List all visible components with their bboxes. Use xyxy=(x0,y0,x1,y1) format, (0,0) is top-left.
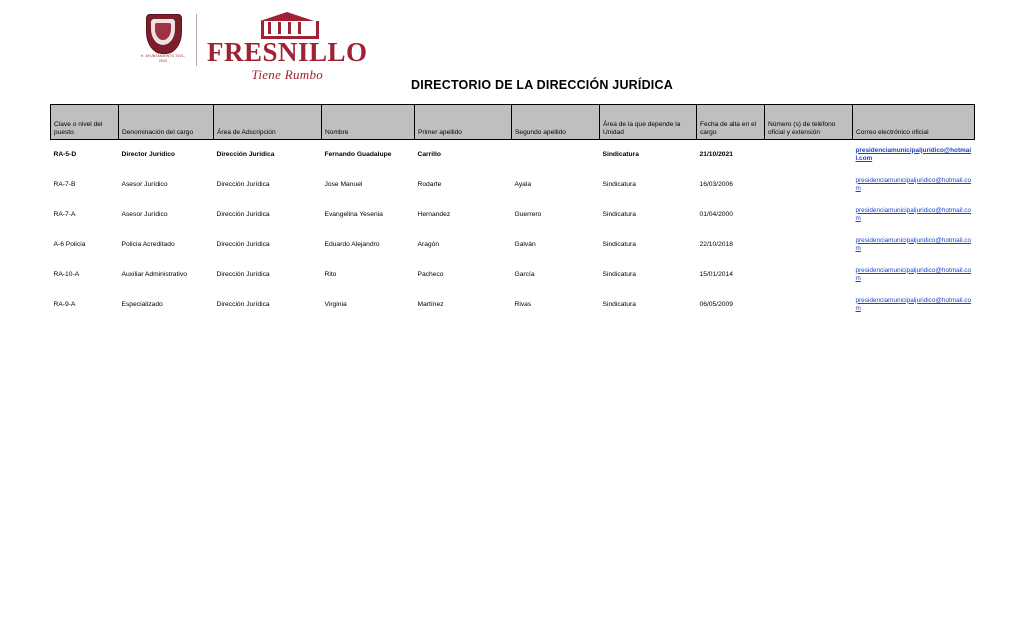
table-row xyxy=(51,200,975,230)
cell-cargo: Asesor Jurídico xyxy=(121,180,168,188)
building-icon xyxy=(256,12,318,38)
cell-adscripcion: Dirección Jurídica xyxy=(216,150,275,158)
column-header-correo: Correo electrónico oficial xyxy=(853,105,975,140)
cell-dependencia: Sindicatura xyxy=(602,300,636,308)
column-header-nombre: Nombre xyxy=(322,105,415,140)
email-link[interactable]: presidenciamunicipaljuridico@hotmail.com xyxy=(855,146,972,162)
cell-fecha-alta: 16/03/2006 xyxy=(699,180,733,188)
cell-fecha-alta: 06/05/2009 xyxy=(699,300,733,308)
cell-correo xyxy=(853,140,975,171)
column-header-primer-apellido: Primer apellido xyxy=(415,105,512,140)
cell-telefono xyxy=(765,200,853,230)
cell-dependencia: Sindicatura xyxy=(602,240,636,248)
column-header-cargo: Denominación del cargo xyxy=(119,105,214,140)
table-row xyxy=(51,260,975,290)
cell-nombre: Fernando Guadalupe xyxy=(324,150,392,158)
cell-primer-apellido: Pacheco xyxy=(417,270,444,278)
coat-of-arms-icon xyxy=(140,12,186,66)
page-title: DIRECTORIO DE LA DIRECCIÓN JURÍDICA xyxy=(411,78,673,92)
cell-clave: RA-10-A xyxy=(53,270,80,278)
cell-clave: RA-7-A xyxy=(53,210,76,218)
table-row xyxy=(51,230,975,260)
cell-segundo-apellido: Rivas xyxy=(514,300,532,308)
cell-telefono xyxy=(765,290,853,320)
cell-primer-apellido: Aragón xyxy=(417,240,440,248)
cell-nombre: Jose Manuel xyxy=(324,180,363,188)
cell-dependencia: Sindicatura xyxy=(602,210,636,218)
email-link[interactable]: presidenciamunicipaljuridico@hotmail.com xyxy=(855,176,972,192)
cell-primer-apellido: Hernandez xyxy=(417,210,451,218)
cell-adscripcion: Dirección Jurídica xyxy=(216,300,270,308)
column-header-dependencia: Área de la que depende la Unidad xyxy=(600,105,697,140)
table-header-row xyxy=(51,105,975,140)
cell-primer-apellido: Martínez xyxy=(417,300,444,308)
cell-segundo-apellido: Ayala xyxy=(514,180,532,188)
cell-segundo-apellido xyxy=(512,140,600,171)
cell-dependencia: Sindicatura xyxy=(602,180,636,188)
email-link[interactable]: presidenciamunicipaljuridico@hotmail.com xyxy=(855,236,972,252)
column-header-adscripcion: Área de Adscripción xyxy=(214,105,322,140)
email-link[interactable]: presidenciamunicipaljuridico@hotmail.com xyxy=(855,296,972,312)
cell-correo xyxy=(853,200,975,230)
column-header-telefono: Número (s) de teléfono oficial y extensión xyxy=(765,105,853,140)
cell-telefono xyxy=(765,170,853,200)
table-row xyxy=(51,170,975,200)
cell-nombre: Eduardo Alejandro xyxy=(324,240,380,248)
column-header-segundo-apellido: Segundo apellido xyxy=(512,105,600,140)
crest-caption: H. AYUNTAMIENTO 2021-2024 xyxy=(140,54,186,64)
cell-clave: RA-5-D xyxy=(53,150,77,158)
cell-cargo: Policia Acreditado xyxy=(121,240,175,248)
table-row xyxy=(51,140,975,171)
email-link[interactable]: presidenciamunicipaljuridico@hotmail.com xyxy=(855,206,972,222)
cell-correo xyxy=(853,170,975,200)
cell-fecha-alta: 21/10/2021 xyxy=(699,150,733,158)
cell-telefono xyxy=(765,230,853,260)
cell-adscripcion: Dirección Jurídica xyxy=(216,270,270,278)
cell-correo xyxy=(853,230,975,260)
email-link[interactable]: presidenciamunicipaljuridico@hotmail.com xyxy=(855,266,972,282)
cell-fecha-alta: 22/10/2018 xyxy=(699,240,733,248)
cell-adscripcion: Dirección Jurídica xyxy=(216,240,270,248)
cell-adscripcion: Dirección Jurídica xyxy=(216,210,270,218)
column-header-clave: Clave o nivel del puesto xyxy=(51,105,119,140)
cell-correo xyxy=(853,290,975,320)
brand-logo xyxy=(207,12,368,83)
brand-tagline: Tiene Rumbo xyxy=(251,67,324,82)
cell-primer-apellido: Rodarte xyxy=(417,180,442,188)
cell-clave: RA-7-B xyxy=(53,180,76,188)
cell-nombre: Virginia xyxy=(324,300,347,308)
table-body xyxy=(51,140,975,321)
cell-segundo-apellido: Guerrero xyxy=(514,210,542,218)
cell-adscripcion: Dirección Jurídica xyxy=(216,180,270,188)
cell-dependencia: Sindicatura xyxy=(602,150,639,158)
cell-clave: A-6 Policia xyxy=(53,240,86,248)
column-header-fecha-alta: Fecha de alta en el cargo xyxy=(697,105,765,140)
cell-primer-apellido: Carrillo xyxy=(417,150,441,158)
cell-segundo-apellido: García xyxy=(514,270,535,278)
directory-table-container xyxy=(0,104,1024,320)
cell-telefono xyxy=(765,140,853,171)
cell-fecha-alta: 01/04/2000 xyxy=(699,210,733,218)
document-header xyxy=(0,0,1024,82)
cell-correo xyxy=(853,260,975,290)
cell-cargo: Auxiliar Administrativo xyxy=(121,270,187,278)
directory-table xyxy=(50,104,975,320)
cell-nombre: Rito xyxy=(324,270,337,278)
cell-fecha-alta: 15/01/2014 xyxy=(699,270,733,278)
header-divider xyxy=(196,14,197,66)
cell-segundo-apellido: Galván xyxy=(514,240,536,248)
table-row xyxy=(51,290,975,320)
brand-name: FRESNILLO xyxy=(207,37,368,67)
cell-dependencia: Sindicatura xyxy=(602,270,636,278)
cell-cargo: Asesor Jurídico xyxy=(121,210,168,218)
cell-clave: RA-9-A xyxy=(53,300,76,308)
cell-telefono xyxy=(765,260,853,290)
cell-nombre: Evangelina Yesenia xyxy=(324,210,383,218)
cell-cargo: Especializado xyxy=(121,300,163,308)
cell-cargo: Director Jurídico xyxy=(121,150,176,158)
